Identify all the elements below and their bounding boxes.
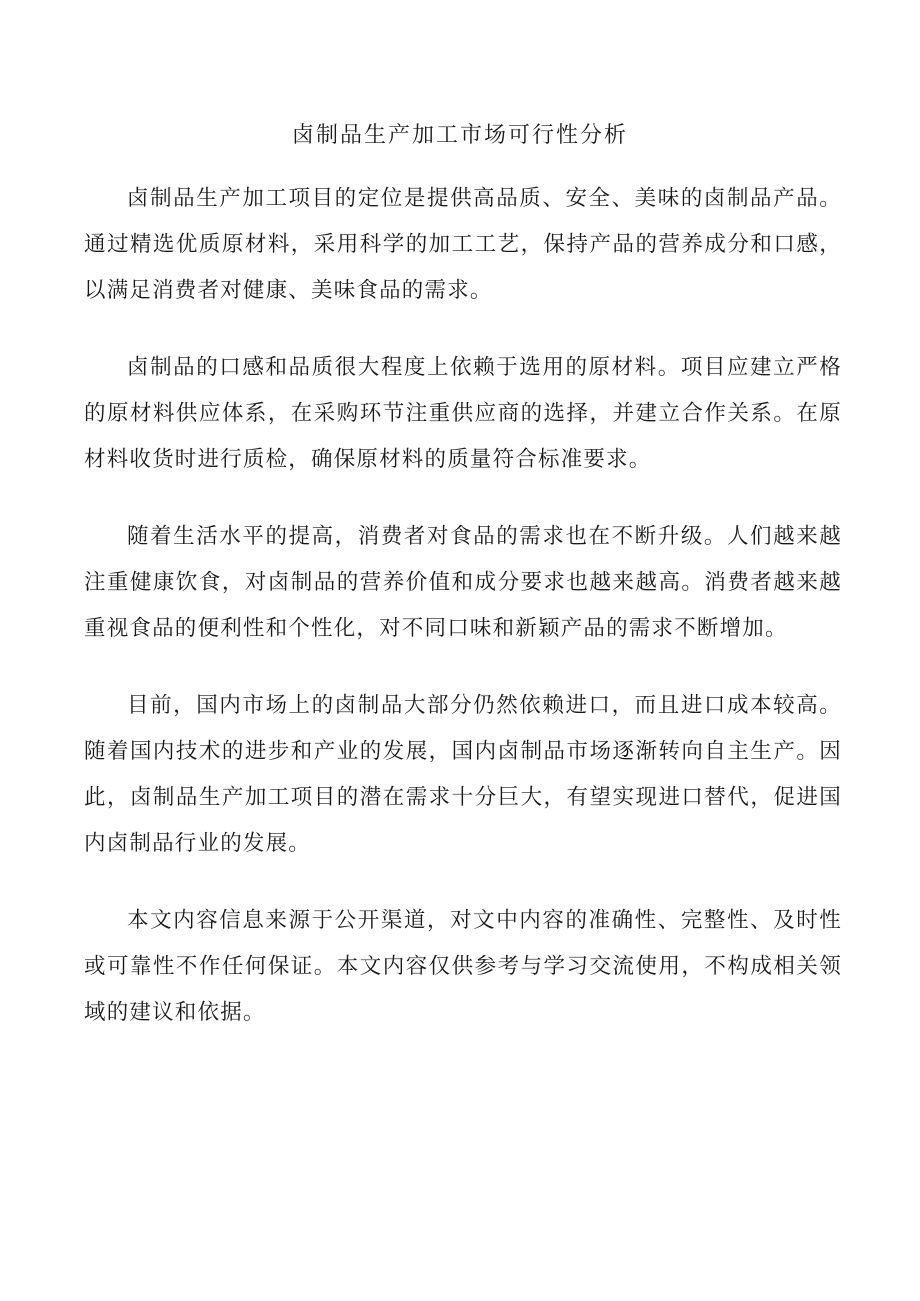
paragraph-disclaimer: 本文内容信息来源于公开渠道，对文中内容的准确性、完整性、及时性或可靠性不作任何保证。本文内容仅供参考与学习交流使用，不构成相关领域的建议和依据。 (84, 908, 842, 1025)
paragraph-positioning: 卤制品生产加工项目的定位是提供高品质、安全、美味的卤制品产品。通过精选优质原材料，采用科学的加工工艺，保持产品的营养成分和口感，以满足消费者对健康、美味食品的需求。 (84, 186, 842, 303)
document-title: 卤制品生产加工市场可行性分析 (291, 123, 628, 148)
paragraph-consumer-demand: 随着生活水平的提高，消费者对食品的需求也在不断升级。人们越来越注重健康饮食，对卤制品的营养价值和成分要求也越来越高。消费者越来越重视食品的便利性和个性化，对不同口味和新颖产品的需求不断增加。 (84, 524, 842, 641)
paragraph-domestic-market: 目前，国内市场上的卤制品大部分仍然依赖进口，而且进口成本较高。随着国内技术的进步和产业的发展，国内卤制品市场逐渐转向自主生产。因此，卤制品生产加工项目的潜在需求十分巨大，有望实现进口替代，促进国内卤制品行业的发展。 (84, 693, 842, 856)
document-body (84, 176, 842, 1067)
paragraph-raw-materials: 卤制品的口感和品质很大程度上依赖于选用的原材料。项目应建立严格的原材料供应体系，在采购环节注重供应商的选择，并建立合作关系。在原材料收货时进行质检，确保原材料的质量符合标准要求。 (84, 355, 842, 472)
